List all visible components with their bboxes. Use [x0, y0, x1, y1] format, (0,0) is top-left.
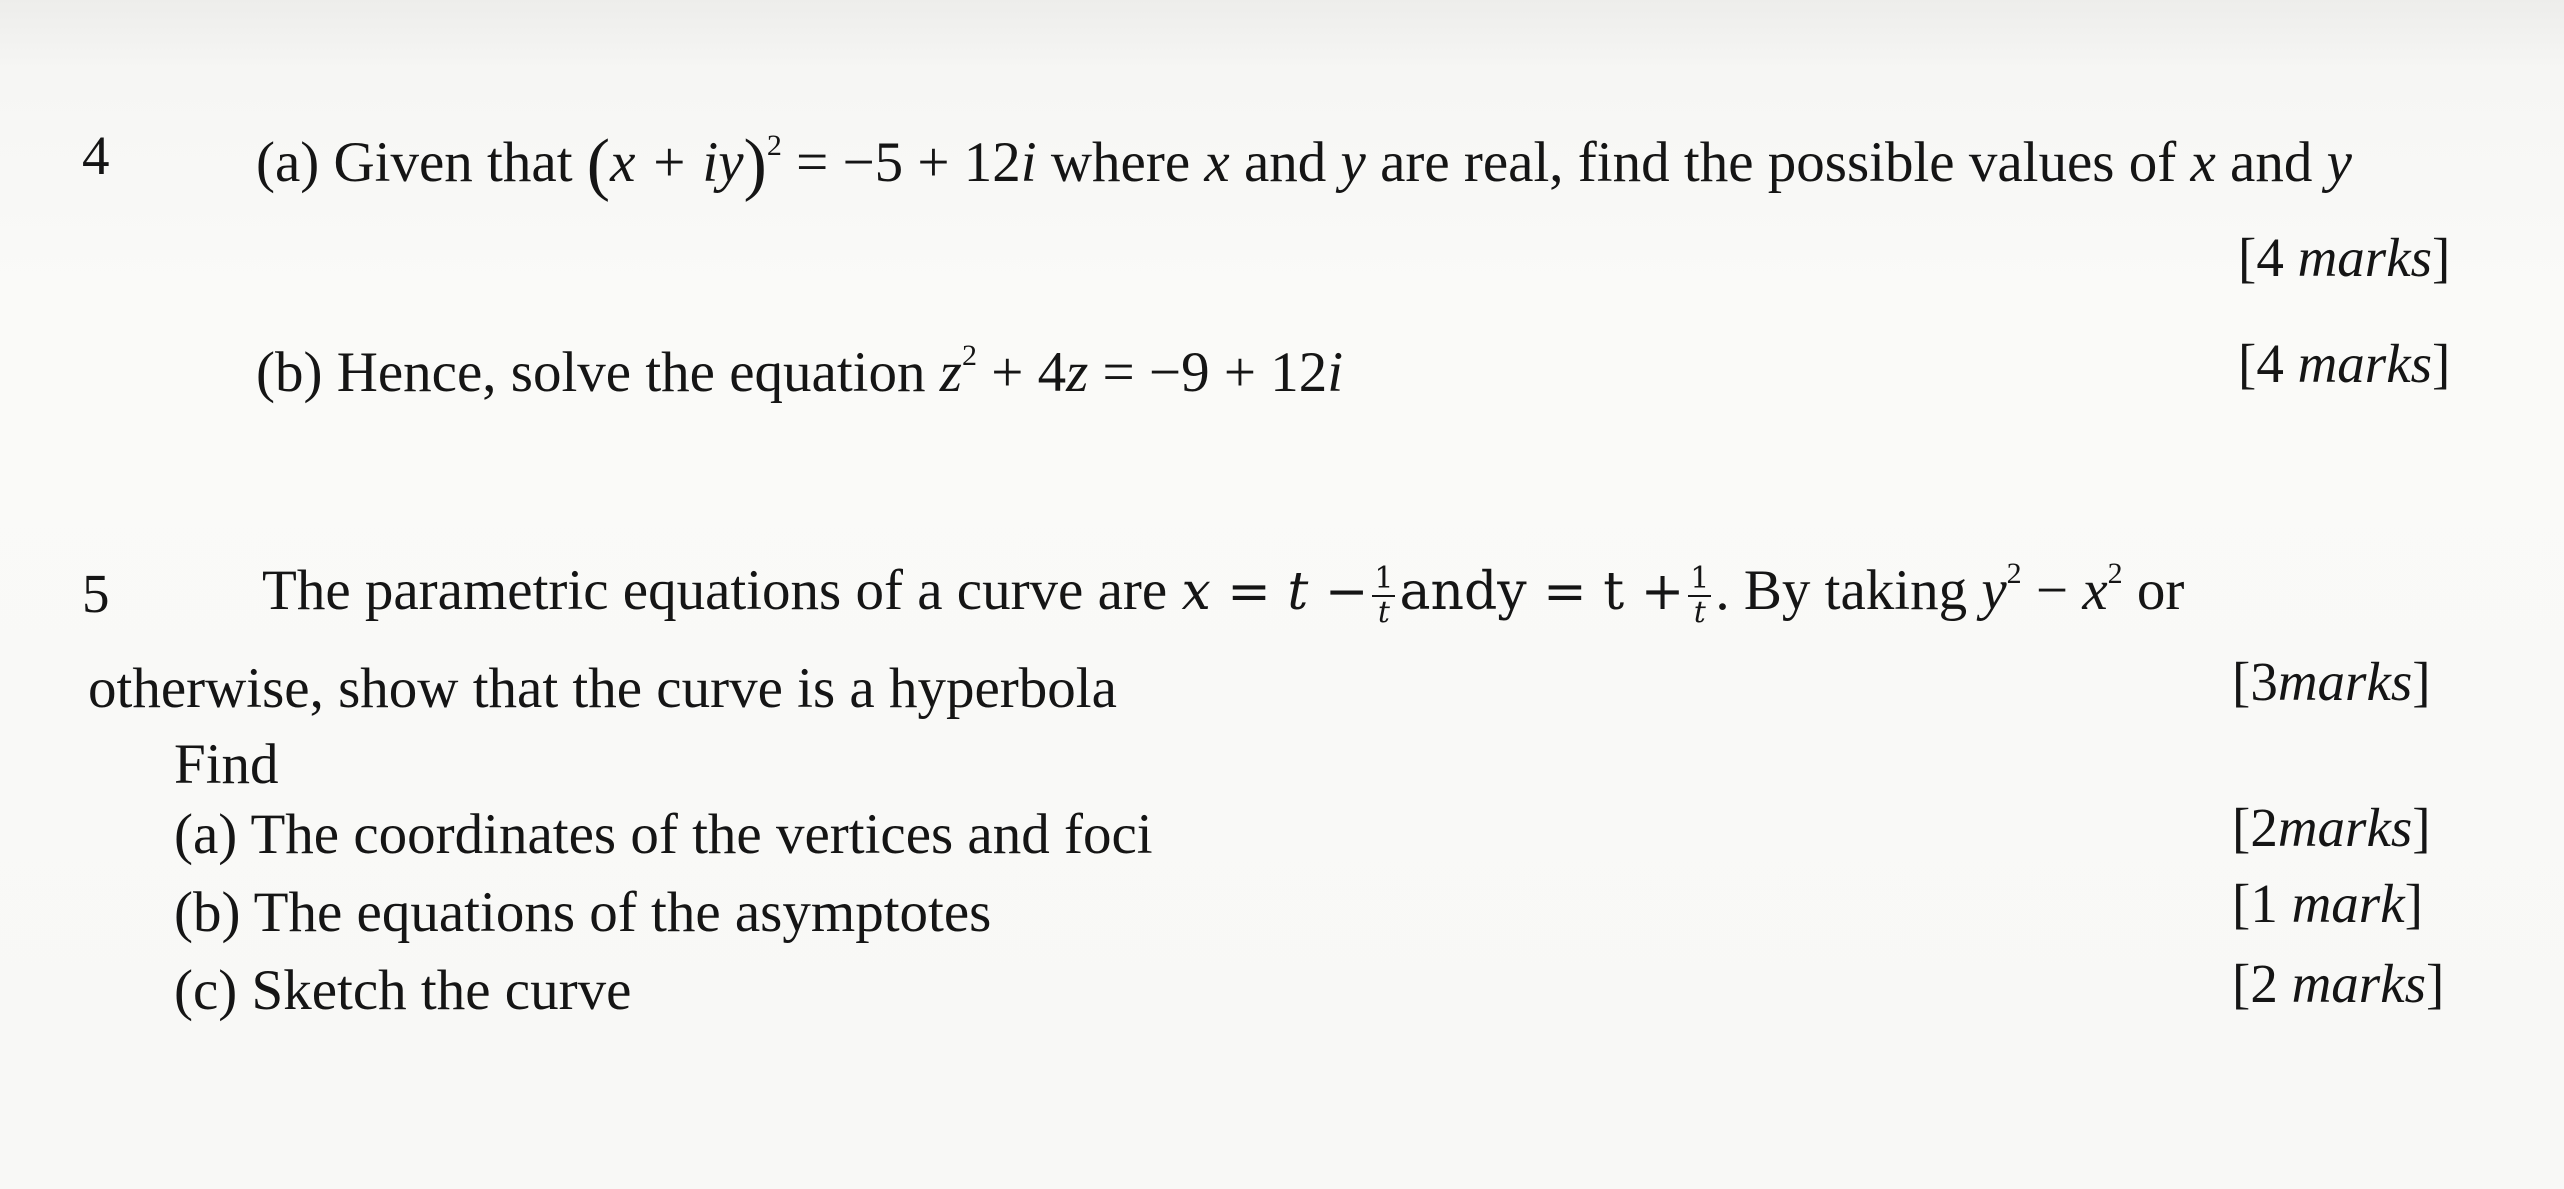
question-5-number: 5: [82, 563, 110, 624]
question-5a-marks: [2marks]: [2232, 797, 2431, 858]
question-5-find: Find: [174, 733, 279, 796]
question-5-intro: The parametric equations of a curve are x = t − $\frac{1}{t}$ andy = t + $\frac{1}{t}$ . By taking $y^2 - x^2$ or: [262, 557, 2185, 630]
fraction-one-over-t: $\frac{1}{t}$: [1374, 561, 1394, 630]
question-4-number: 4: [82, 125, 110, 186]
question-4a-text: (a) Given that (x + iy)$^2$ = −5 + 12i where x and y are real, find the possible values of x and y: [256, 126, 2352, 203]
question-5-line2: otherwise, show that the curve is a hyperbola: [88, 657, 1117, 720]
question-5b-text: (b) The equations of the asymptotes: [174, 881, 992, 944]
question-5c-marks: [2 marks]: [2232, 953, 2445, 1014]
question-5b-marks: [1 mark]: [2232, 873, 2423, 934]
question-5c-text: (c) Sketch the curve: [174, 959, 632, 1022]
question-5a-text: (a) The coordinates of the vertices and foci: [174, 803, 1153, 866]
question-5-line2-marks: [3marks]: [2232, 651, 2431, 712]
fraction-one-over-t-2: $\frac{1}{t}$: [1690, 561, 1710, 630]
question-4a-marks: [4 marks]: [2238, 227, 2451, 288]
question-4b-marks: [4 marks]: [2238, 333, 2451, 394]
question-4b-text: (b) Hence, solve the equation $z^2 + 4z = -9 + 12i$: [256, 339, 1344, 404]
